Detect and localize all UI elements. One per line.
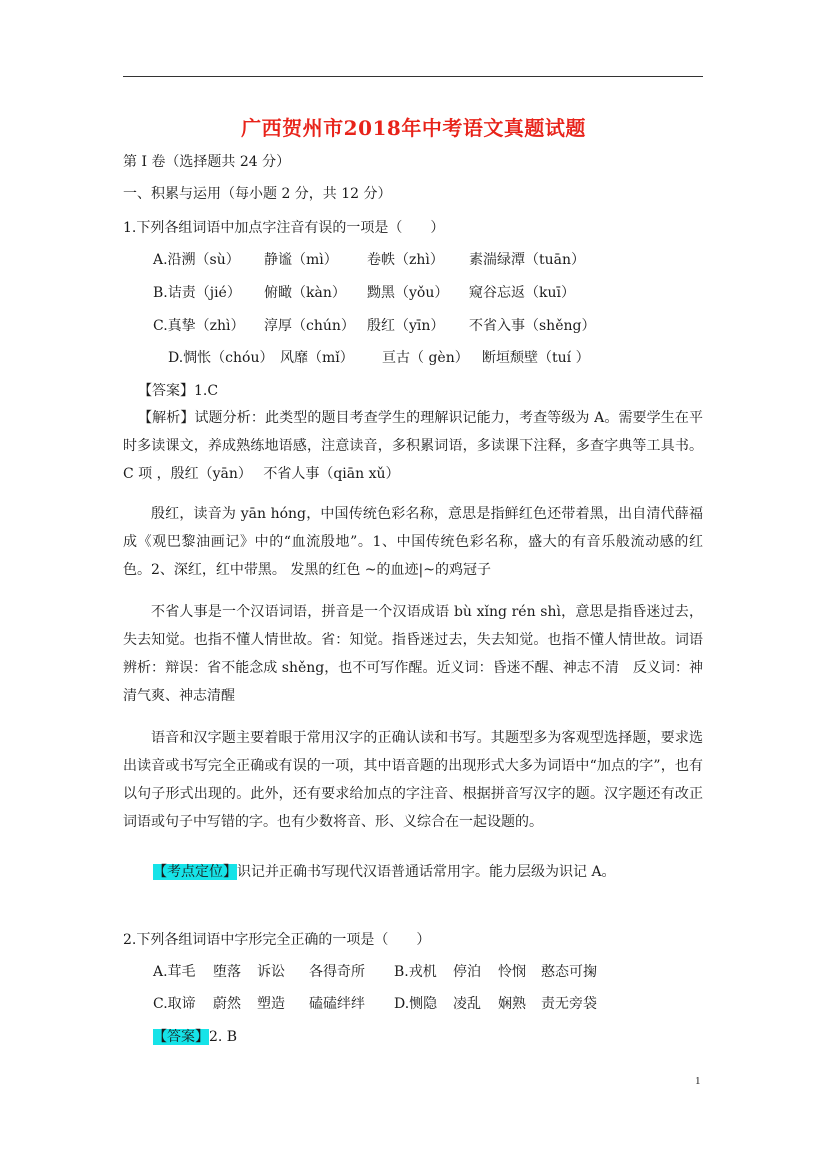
- option-item: 卷帙（zhì）: [367, 252, 444, 268]
- option-item: 风靡（mǐ）: [280, 350, 354, 366]
- q2-stem: 2.下列各组词语中字形完全正确的一项是（ ）: [123, 932, 431, 948]
- page-number: 1: [695, 1075, 701, 1087]
- section-heading: 第 I 卷（选择题共 24 分）: [123, 154, 291, 170]
- option-item: 堕落: [213, 964, 241, 980]
- q1-stem: 1.下列各组词语中加点字注音有误的一项是（ ）: [123, 220, 445, 236]
- header-rule: [123, 76, 703, 77]
- option-item: D.惆怅（chóu）: [168, 350, 274, 366]
- q1-kaodian: [153, 862, 616, 882]
- option-item: D.恻隐: [394, 996, 438, 1012]
- option-item: 塑造: [257, 996, 285, 1012]
- option-item: 黝黑（yǒu）: [367, 285, 449, 301]
- q2-answer: [153, 1027, 237, 1047]
- option-item: B.戎机: [394, 964, 437, 980]
- option-item: 断垣颓壁（tuí ）: [482, 350, 590, 366]
- option-item: C.取谛: [153, 996, 196, 1012]
- kaodian-text: 识记并正确书写现代汉语普通话常用字。能力层级为识记 A。: [237, 864, 616, 880]
- option-item: 娴熟: [498, 996, 526, 1012]
- option-item: 憨态可掬: [541, 964, 597, 980]
- option-item: 蔚然: [213, 996, 241, 1012]
- q1-explanation-1: 殷红，读音为 yān hóng，中国传统色彩名称，意思是指鲜红色还带着黑，出自清代薛福成《观巴黎油画记》中的“血流殷地”。1、中国传统色彩名称，盛大的有音乐般流动感的红色。2、深红，红中带黑。 发黑的红色 ~的血迹|~的鸡冠子: [123, 506, 703, 578]
- part-heading: 一、积累与运用（每小题 2 分，共 12 分）: [123, 186, 392, 202]
- q1-analysis: 【解析】试题分析：此类型的题目考查学生的理解识记能力，考查等级为 A。需要学生在平时多读课文，养成熟练地语感，注意读音，多积累词语，多读课下注释，多查字典等工具书。C 项 ，殷红（yān） 不省人事（qiān xǔ）: [123, 410, 703, 482]
- option-item: 静谧（mì）: [264, 252, 338, 268]
- option-item: 俯瞰（kàn）: [264, 285, 346, 301]
- option-item: 淳厚（chún）: [264, 318, 355, 334]
- q1-answer: 【答案】1.C: [138, 383, 219, 399]
- option-item: 不省入事（shěng）: [469, 318, 596, 334]
- option-item: 停泊: [453, 964, 481, 980]
- option-item: 亘古（ gèn）: [382, 350, 469, 366]
- answer-label: 【答案】: [153, 1029, 209, 1045]
- option-item: A.沿溯（sù）: [153, 252, 240, 268]
- option-item: B.诘责（jié）: [153, 285, 241, 301]
- option-item: A.茸毛: [153, 964, 196, 980]
- option-item: 诉讼: [257, 964, 285, 980]
- kaodian-label: 【考点定位】: [153, 864, 237, 880]
- q1-explanation-2: 不省人事是一个汉语词语，拼音是一个汉语成语 bù xǐng rén shì，意思是指昏迷过去，失去知觉。也指不懂人情世故。省：知觉。指昏迷过去，失去知觉。也指不懂人情世故。词语辨析：辩误：省不能念成 shěng，也不可写作醒。近义词：昏迷不醒、神志不清 反义词：神清气爽、神志清醒: [123, 604, 703, 704]
- answer-text: 2. B: [209, 1029, 238, 1045]
- option-item: 窥谷忘返（kuī）: [469, 285, 575, 301]
- option-item: 各得奇所: [309, 964, 365, 980]
- option-item: 凌乱: [453, 996, 481, 1012]
- option-item: 磕磕绊绊: [309, 996, 365, 1012]
- option-item: 殷红（yīn）: [367, 318, 445, 334]
- option-item: 怜悯: [498, 964, 526, 980]
- q1-explanation-3: 语音和汉字题主要着眼于常用汉字的正确认读和书写。其题型多为客观型选择题，要求选出读音或书写完全正确或有误的一项，其中语音题的出现形式大多为词语中“加点的字”，也有以句子形式出现的。此外，还有要求给加点的字注音、根据拼音写汉字的题。汉字题还有改正词语或句子中写错的字。也有少数将音、形、义综合在一起设题的。: [123, 730, 703, 830]
- option-item: 素湍绿潭（tuān）: [469, 252, 586, 268]
- option-item: C.真挚（zhì）: [153, 318, 245, 334]
- page-title: 广西贺州市2018年中考语文真题试题: [241, 116, 586, 140]
- option-item: 责无旁袋: [541, 996, 597, 1012]
